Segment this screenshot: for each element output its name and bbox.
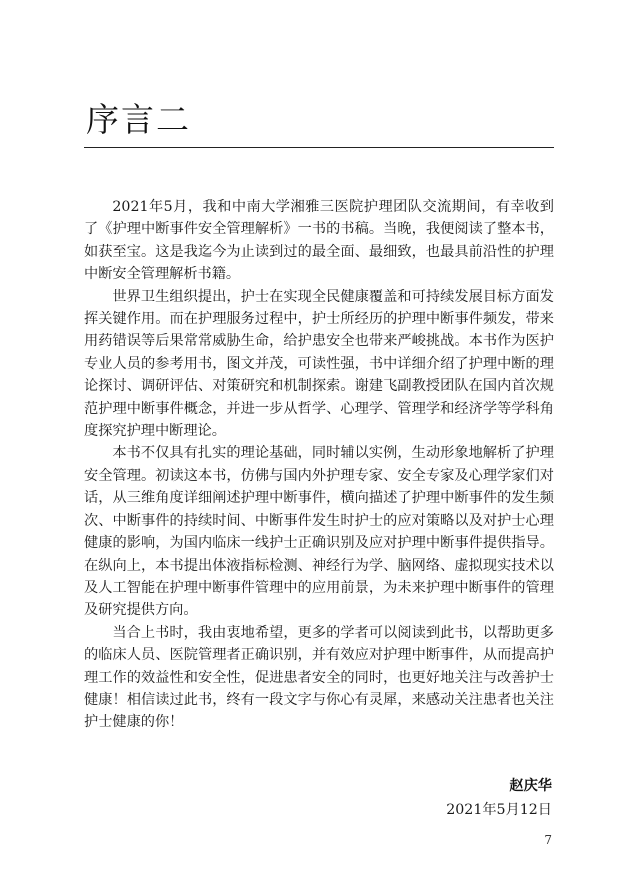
paragraph-2: 世界卫生组织提出，护士在实现全民健康覆盖和可持续发展目标方面发挥关键作用。而在护理服务过程中，护士所经历的护理中断事件频发，带来用药错误等后果常常威胁生命，给护患安全也带来严峻挑战。本书作为医护专业人员的参考用书，图文并茂，可读性强，书中详细介绍了护理中断的理论探讨、调研评估、对策研究和机制探索。谢建飞副教授团队在国内首次规范护理中断事件概念，并进一步从哲学、心理学、管理学和经济学等学科角度探究护理中断理论。 <box>84 288 554 440</box>
page-title: 序言二 <box>86 100 191 139</box>
paragraph-4: 当合上书时，我由衷地希望，更多的学者可以阅读到此书，以帮助更多的临床人员、医院管理者正确识别，并有效应对护理中断事件，从而提高护理工作的效益性和安全性，促进患者安全的同时，也更好地关注与改善护士健康！相信读过此书，终有一段文字与你心有灵犀，来感动关注患者也关注护士健康的你！ <box>84 624 554 731</box>
author-signature: 赵庆华 <box>509 778 552 794</box>
paragraph-3: 本书不仅具有扎实的理论基础，同时辅以实例，生动形象地解析了护理安全管理。初读这本书，仿佛与国内外护理专家、安全专家及心理学家们对话，从三维角度详细阐述护理中断事件，横向描述了护理中断事件的发生频次、中断事件的持续时间、中断事件发生时护士的应对策略以及对护士心理健康的影响，为国内临床一线护士正确识别及应对护理中断事件提供指导。在纵向上，本书提出体液指标检测、神经行为学、脑网络、虚拟现实技术以及人工智能在护理中断事件管理中的应用前景，为未来护理中断事件的管理及研究提供方向。 <box>84 445 554 619</box>
preface-body <box>84 196 554 734</box>
signature-date: 2021年5月12日 <box>446 802 552 818</box>
paragraph-1: 2021年5月，我和中南大学湘雅三医院护理团队交流期间，有幸收到了《护理中断事件安全管理解析》一书的书稿。当晚，我便阅读了整本书，如获至宝。这是我迄今为止读到过的最全面、最细致，也最具前沿性的护理中断安全管理解析书籍。 <box>84 199 554 283</box>
page-number: 7 <box>544 833 552 847</box>
title-divider <box>84 147 554 148</box>
